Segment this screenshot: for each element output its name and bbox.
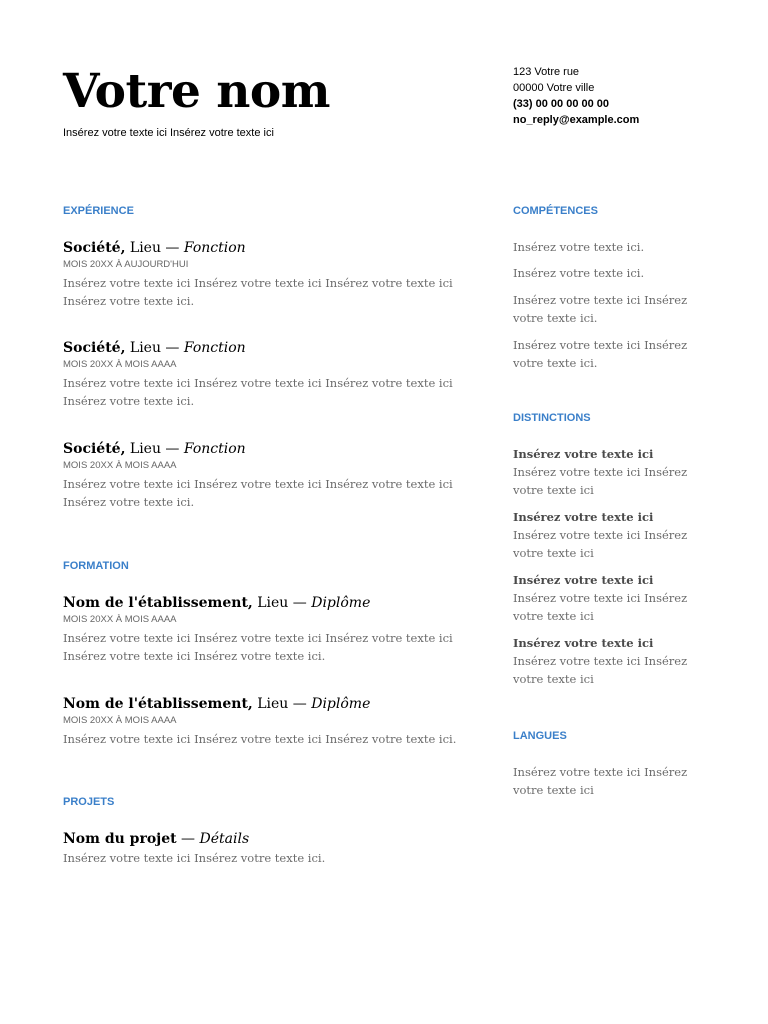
- experience-entry: [63, 441, 481, 511]
- degree-name: Diplôme: [311, 595, 371, 611]
- entry-location: Lieu —: [125, 340, 184, 356]
- education-entry: [63, 696, 481, 748]
- award-description: Insérez votre texte ici Insérez votre texte ici: [513, 591, 688, 623]
- entry-date: MOIS 20XX À MOIS AAAA: [63, 359, 177, 370]
- award-title: Insérez votre texte ici: [513, 447, 654, 461]
- address-line-2: 00000 Votre ville: [513, 82, 595, 94]
- phone-number: (33) 00 00 00 00 00: [513, 98, 610, 110]
- skill-item: [513, 264, 693, 282]
- section-title-projects: PROJETS: [63, 796, 115, 808]
- award-item: [513, 508, 693, 562]
- entry-description: Insérez votre texte ici Insérez votre texte ici Insérez votre texte ici Insérez votre texte ici.: [63, 376, 453, 408]
- entry-heading: [63, 441, 481, 457]
- entry-location: Lieu —: [125, 441, 184, 457]
- company-name: Société,: [63, 240, 126, 256]
- award-text: [513, 634, 693, 688]
- award-text: [513, 571, 693, 625]
- entry-date: MOIS 20XX À AUJOURD'HUI: [63, 259, 189, 270]
- skill-text: Insérez votre texte ici Insérez votre texte ici.: [513, 293, 688, 325]
- entry-date: MOIS 20XX À MOIS AAAA: [63, 460, 177, 471]
- school-name: Nom de l'établissement,: [63, 595, 253, 611]
- awards-section: [513, 412, 693, 424]
- entry-description: Insérez votre texte ici Insérez votre texte ici Insérez votre texte ici Insérez votre texte ici Insérez votre texte ici.: [63, 631, 453, 663]
- project-entry: [63, 831, 481, 867]
- entry-location: Lieu —: [125, 240, 184, 256]
- entry-date: MOIS 20XX À MOIS AAAA: [63, 614, 177, 625]
- entry-description: Insérez votre texte ici Insérez votre texte ici Insérez votre texte ici.: [63, 732, 457, 746]
- resume-tagline: Insérez votre texte ici Insérez votre texte ici: [63, 127, 274, 139]
- project-name: Nom du projet: [63, 831, 177, 847]
- job-title: Fonction: [183, 240, 246, 256]
- skills-section: [513, 205, 693, 217]
- skill-text: Insérez votre texte ici Insérez votre texte ici.: [513, 338, 688, 370]
- section-title-awards: DISTINCTIONS: [513, 412, 591, 424]
- email-address: no_reply@example.com: [513, 114, 640, 126]
- award-text: [513, 508, 693, 562]
- entry-description: Insérez votre texte ici Insérez votre texte ici Insérez votre texte ici Insérez votre texte ici.: [63, 276, 453, 308]
- award-item: [513, 445, 693, 499]
- entry-separator: —: [176, 831, 200, 847]
- award-title: Insérez votre texte ici: [513, 573, 654, 587]
- entry-date: MOIS 20XX À MOIS AAAA: [63, 715, 177, 726]
- job-title: Fonction: [183, 441, 246, 457]
- award-title: Insérez votre texte ici: [513, 636, 654, 650]
- education-section: [63, 560, 481, 572]
- address-line-1: 123 Votre rue: [513, 66, 580, 78]
- company-name: Société,: [63, 340, 126, 356]
- section-title-experience: EXPÉRIENCE: [63, 205, 134, 217]
- award-description: Insérez votre texte ici Insérez votre texte ici: [513, 528, 688, 560]
- skill-item: [513, 291, 693, 327]
- award-text: [513, 445, 693, 499]
- project-details: Détails: [199, 831, 250, 847]
- award-description: Insérez votre texte ici Insérez votre texte ici: [513, 465, 688, 497]
- skill-item: [513, 238, 693, 256]
- experience-entry: [63, 240, 481, 310]
- languages-section: [513, 730, 693, 742]
- job-title: Fonction: [183, 340, 246, 356]
- contact-block: [513, 64, 639, 128]
- entry-description: Insérez votre texte ici Insérez votre texte ici.: [63, 851, 326, 865]
- education-entry: [63, 595, 481, 665]
- projects-section: [63, 796, 481, 808]
- entry-heading: [63, 340, 481, 356]
- entry-heading: [63, 831, 481, 847]
- skill-text: Insérez votre texte ici.: [513, 266, 645, 280]
- award-item: [513, 634, 693, 688]
- degree-name: Diplôme: [311, 696, 371, 712]
- award-description: Insérez votre texte ici Insérez votre texte ici: [513, 654, 688, 686]
- company-name: Société,: [63, 441, 126, 457]
- skill-item: [513, 336, 693, 372]
- experience-section: [63, 205, 481, 217]
- award-title: Insérez votre texte ici: [513, 510, 654, 524]
- resume-name: Votre nom: [63, 64, 330, 119]
- skill-text: Insérez votre texte ici.: [513, 240, 645, 254]
- section-title-education: FORMATION: [63, 560, 129, 572]
- entry-location: Lieu —: [252, 696, 312, 712]
- entry-heading: [63, 595, 481, 611]
- award-item: [513, 571, 693, 625]
- entry-location: Lieu —: [252, 595, 312, 611]
- section-title-languages: LANGUES: [513, 730, 567, 742]
- language-text: Insérez votre texte ici Insérez votre texte ici: [513, 765, 688, 797]
- school-name: Nom de l'établissement,: [63, 696, 253, 712]
- entry-description: Insérez votre texte ici Insérez votre texte ici Insérez votre texte ici Insérez votre texte ici.: [63, 477, 453, 509]
- language-item: [513, 763, 693, 799]
- entry-heading: [63, 696, 481, 712]
- entry-heading: [63, 240, 481, 256]
- experience-entry: [63, 340, 481, 410]
- section-title-skills: COMPÉTENCES: [513, 205, 598, 217]
